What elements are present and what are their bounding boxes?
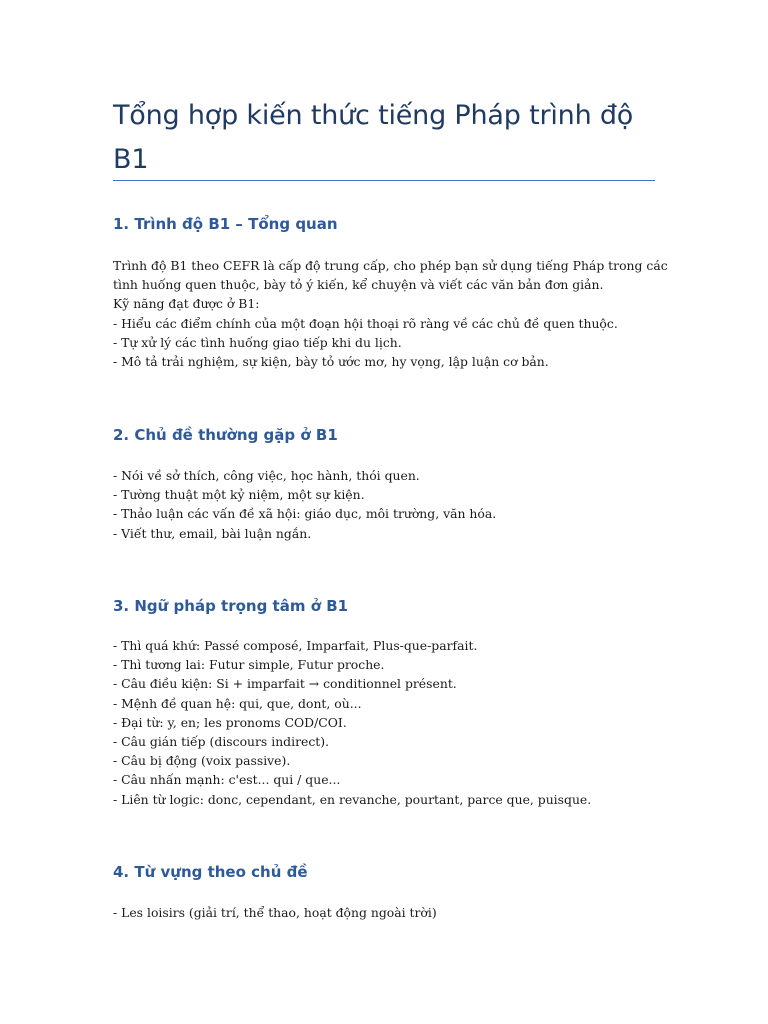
list-item: - Hiểu các điểm chính của một đoạn hội thoại rõ ràng về các chủ đề quen thuộc. [113,315,618,331]
list-item: - Câu bị động (voix passive). [113,753,291,769]
section-body-overview [113,256,673,371]
section-heading-overview: 1. Trình độ B1 – Tổng quan [113,215,338,233]
list-item: - Mệnh đề quan hệ: qui, que, dont, où... [113,695,362,711]
list-item: - Liên từ logic: donc, cependant, en revanche, pourtant, parce que, puisque. [113,791,592,807]
list-item: - Tường thuật một kỷ niệm, một sự kiện. [113,487,365,503]
list-item: - Mô tả trải nghiệm, sự kiện, bày tỏ ước mơ, hy vọng, lập luận cơ bản. [113,354,549,370]
list-item: - Tự xử lý các tình huống giao tiếp khi du lịch. [113,334,402,350]
section-heading-grammar: 3. Ngữ pháp trọng tâm ở B1 [113,597,349,615]
section-body-grammar [113,636,673,809]
list-item: - Thảo luận các vấn đề xã hội: giáo dục, môi trường, văn hóa. [113,506,497,522]
document-title: Tổng hợp kiến thức tiếng Pháp trình độ B1 [113,100,634,175]
list-item: - Câu điều kiện: Si + imparfait → conditionnel présent. [113,676,457,692]
list-item: - Thì tương lai: Futur simple, Futur proche. [113,657,385,673]
list-item: - Viết thư, email, bài luận ngắn. [113,525,312,541]
list-item: - Les loisirs (giải trí, thể thao, hoạt động ngoài trời) [113,905,437,920]
body-line: Kỹ năng đạt được ở B1: [113,296,260,312]
list-item: - Nói về sở thích, công việc, học hành, thói quen. [113,468,420,483]
list-item: - Thì quá khứ: Passé composé, Imparfait, Plus-que-parfait. [113,638,478,653]
list-item: - Đại từ: y, en; les pronoms COD/COI. [113,714,347,730]
section-body-vocabulary [113,903,673,922]
body-line: tình huống quen thuộc, bày tỏ ý kiến, kể chuyện và viết các văn bản đơn giản. [113,277,604,293]
section-body-topics [113,466,673,543]
section-heading-topics: 2. Chủ đề thường gặp ở B1 [113,426,338,444]
list-item: - Câu nhấn mạnh: c'est... qui / que... [113,772,341,788]
list-item: - Câu gián tiếp (discours indirect). [113,734,330,750]
section-heading-vocabulary: 4. Từ vựng theo chủ đề [113,863,308,881]
title-divider [113,180,655,181]
body-line: Trình độ B1 theo CEFR là cấp độ trung cấp, cho phép bạn sử dụng tiếng Pháp trong các [113,258,668,273]
